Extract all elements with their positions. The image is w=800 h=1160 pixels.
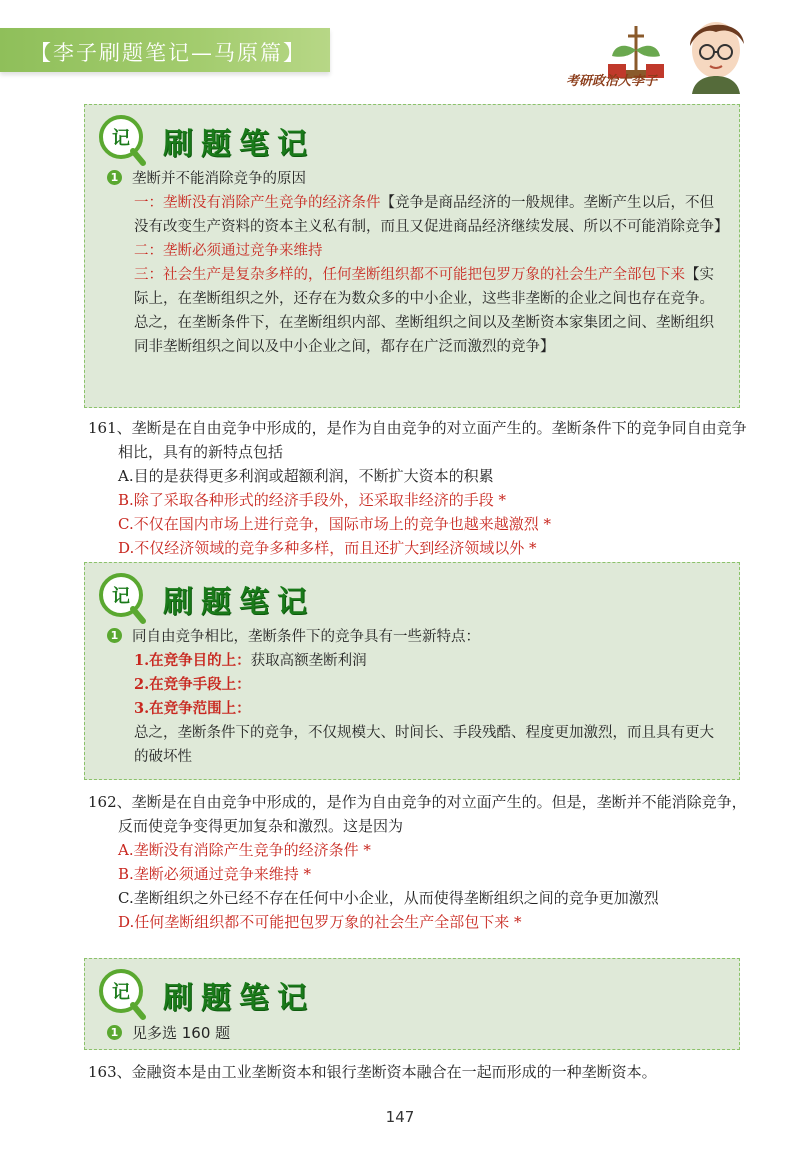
note-point-2: 2.在竞争手段上： [134,676,251,693]
header-banner [0,28,330,72]
option-b: B.除了采取各种形式的经济手段外，还采取非经济的手段 * [118,491,507,509]
note-title: 刷题笔记 [163,981,315,1016]
note-icon-char: 记 [112,586,130,607]
question-163 [88,1060,748,1084]
question-stem: 162、垄断是在自由竞争中形成的，是作为自由竞争的对立面产生的。但是，垄断并不能消除竞争，反而使竞争变得更加复杂和激烈。这是因为 [88,793,747,835]
note-icon-char: 记 [112,982,130,1003]
note-header [85,105,739,167]
magnifier-note-icon [93,965,149,1021]
magnifier-note-icon [93,111,149,167]
avatar [680,10,752,94]
question-stem: 161、垄断是在自由竞争中形成的，是作为自由竞争的对立面产生的。垄断条件下的竞争同自由竞争相比，具有的新特点包括 [88,419,747,461]
note-body [85,167,739,363]
note-box-3 [84,958,740,1050]
note-header [85,959,739,1021]
question-stem: 163、金融资本是由工业垄断资本和银行垄断资本融合在一起而形成的一种垄断资本。 [88,1063,657,1081]
option-c: C.不仅在国内市场上进行竞争，国际市场上的竞争也越来越激烈 * [118,515,551,533]
note-point-1: 一：垄断没有消除产生竞争的经济条件【竞争是商品经济的一般规律。垄断产生以后，不但没有改变生产资料的资本主义私有制，而且又促进商品经济继续发展、所以不可能消除竞争】 [134,195,729,235]
note-point-3: 三：社会生产是复杂多样的，任何垄断组织都不可能把包罗万象的社会生产全部包下来【实际上，在垄断组织之外，还存在为数众多的中小企业，这些非垄断的企业之间也存在竞争。总之，在垄断条件下，在垄断组织内部、垄断组织之间以及垄断资本家集团之间、垄断组织同非垄断组织之间以及中小企业之间，都存在广泛而激烈的竞争】 [134,267,714,355]
question-162 [88,790,748,934]
note-body [85,1021,739,1049]
note-point-2: 二：垄断必须通过竞争来维持 [134,243,323,259]
number-badge: 1 [107,628,122,643]
page-number: 147 [385,1108,415,1126]
note-title: 刷题笔记 [163,127,315,162]
note-point-1: 1.在竞争目的上：获取高额垄断利润 [134,652,367,669]
number-badge: 1 [107,170,122,185]
note-title: 刷题笔记 [163,585,315,620]
brand-text: 考研政治大李子 [566,74,658,89]
note-heading: 1 垄断并不能消除竞争的原因 [107,167,725,191]
magnifier-note-icon [93,569,149,625]
banner-title: 【李子刷题笔记—马原篇】 [30,41,306,65]
number-badge: 1 [107,1025,122,1040]
note-box-2 [84,562,740,780]
note-box-1 [84,104,740,408]
note-summary: 总之，垄断条件下的竞争，不仅规模大、时间长、手段残酷、程度更加激烈，而且具有更大的破坏性 [134,725,714,765]
option-c: C.垄断组织之外已经不存在任何中小企业，从而使得垄断组织之间的竞争更加激烈 [118,889,659,907]
note-point-3: 3.在竞争范围上： [134,700,251,717]
note-body [85,625,739,773]
option-b: B.垄断必须通过竞争来维持 * [118,865,312,883]
note-icon-char: 记 [112,128,130,149]
note-heading: 1 同自由竞争相比，垄断条件下的竞争具有一些新特点： [107,625,725,649]
note-heading: 1 见多选 160 题 [107,1021,725,1045]
option-d: D.不仅经济领域的竞争多种多样，而且还扩大到经济领域以外 * [118,539,537,557]
option-a: A.目的是获得更多利润或超额利润，不断扩大资本的积累 [118,467,494,485]
question-161 [88,416,748,560]
note-header [85,563,739,625]
option-d: D.任何垄断组织都不可能把包罗万象的社会生产全部包下来 * [118,913,522,931]
option-a: A.垄断没有消除产生竞争的经济条件 * [118,841,371,859]
